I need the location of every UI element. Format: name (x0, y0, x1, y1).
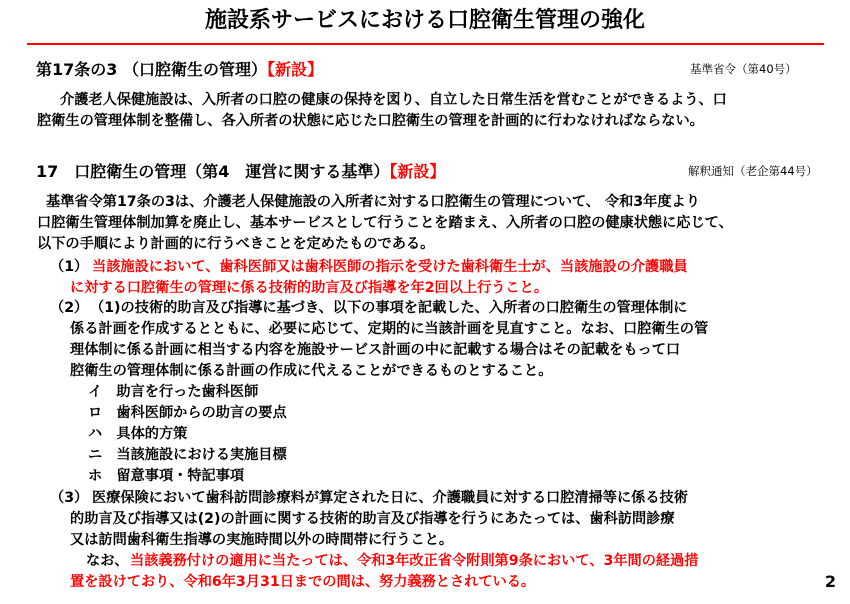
subitem-5: ホ 留意事項・特記事項 (88, 468, 245, 484)
item3-line-1: 医療保険において歯科訪問診療料が算定された日に、介護職員に対する口腔清掃等に係る技術 (92, 490, 688, 506)
note-prefix: なお、 (86, 553, 129, 569)
article1-line-2: 腔衛生の管理体制を整備し、各入所者の状態に応じた口腔衛生の管理を計画的に行わなければならない。 (37, 113, 704, 129)
article1-source: 基準省令（第40号） (690, 62, 797, 76)
item3-line-3: 又は訪問歯科衛生指導の実施時間以外の時間帯に行うこと。 (70, 532, 454, 548)
article2-heading (36, 162, 445, 182)
item1-line-1: 当該施設において、歯科医師又は歯科医師の指示を受けた歯科衛生士が、当該施設の介護職員 (92, 259, 688, 275)
note-line-1: 当該義務付けの適用に当たっては、令和3年改正省令附則第9条において、3年間の経過措 (130, 553, 699, 569)
article2-source: 解釈通知（老企第44号） (688, 164, 818, 178)
title-underline (27, 43, 824, 45)
page-title: 施設系サービスにおける口腔衛生管理の強化 (204, 8, 645, 33)
article1-heading (36, 60, 323, 80)
item3-prefix: （3） (50, 490, 89, 506)
item2-line-2: 係る計画を作成するとともに、必要に応じて、定期的に当該計画を見直すこと。なお、口腔衛生の管 (70, 321, 709, 337)
subitem-1: イ 助言を行った歯科医師 (88, 384, 259, 400)
article1-line-1: 介護老人保健施設は、入所者の口腔の健康の保持を図り、自立した日常生活を営むことができるよう、口 (60, 92, 727, 108)
item2-line-1: （1)の技術的助言及び指導に基づき、以下の事項を記載した、入所者の口腔衛生の管理体制に (90, 300, 688, 316)
intro-line-2: 口腔衛生管理体制加算を廃止し、基本サービスとして行うことを踏まえ、入所者の口腔の健康状態に応じて、 (37, 215, 733, 231)
subitem-2: ロ 歯科医師からの助言の要点 (88, 405, 287, 421)
note-line-2: 置を設けており、令和6年3月31日までの間は、努力義務とされている。 (70, 574, 536, 590)
article1-heading-text: 第17条の3 （口腔衛生の管理） (36, 60, 267, 79)
item3-line-2: 的助言及び指導又は(2)の計画に関する技術的助言及び指導を行うにあたっては、歯科訪問診療 (70, 511, 675, 527)
item2-line-4: 腔衛生の管理体制に係る計画の作成に代えることができるものとすること。 (70, 363, 553, 379)
intro-line-3: 以下の手順により計画的に行うべきことを定めたものである。 (37, 236, 435, 252)
item1-prefix: （1） (50, 259, 89, 275)
item2-prefix: （2） (50, 300, 89, 316)
subitem-3: ハ 具体的方策 (88, 426, 188, 442)
intro-line-1: 基準省令第17条の3は、介護老人保健施設の入所者に対する口腔衛生の管理について、 令和3年度より (46, 194, 700, 210)
subitem-4: ニ 当該施設における実施目標 (88, 447, 287, 463)
item1-line-2: に対する口腔衛生の管理に係る技術的助言及び指導を年2回以上行うこと。 (70, 280, 549, 296)
article2-heading-text: 17 口腔衛生の管理（第4 運営に関する基準） (36, 162, 390, 181)
page-number: 2 (824, 572, 836, 591)
article1-new-tag: 【新設】 (266, 60, 323, 79)
article2-new-tag: 【新設】 (389, 162, 446, 181)
item2-line-3: 理体制に係る計画に相当する内容を施設サービス計画の中に記載する場合はその記載をもって口 (70, 342, 681, 358)
